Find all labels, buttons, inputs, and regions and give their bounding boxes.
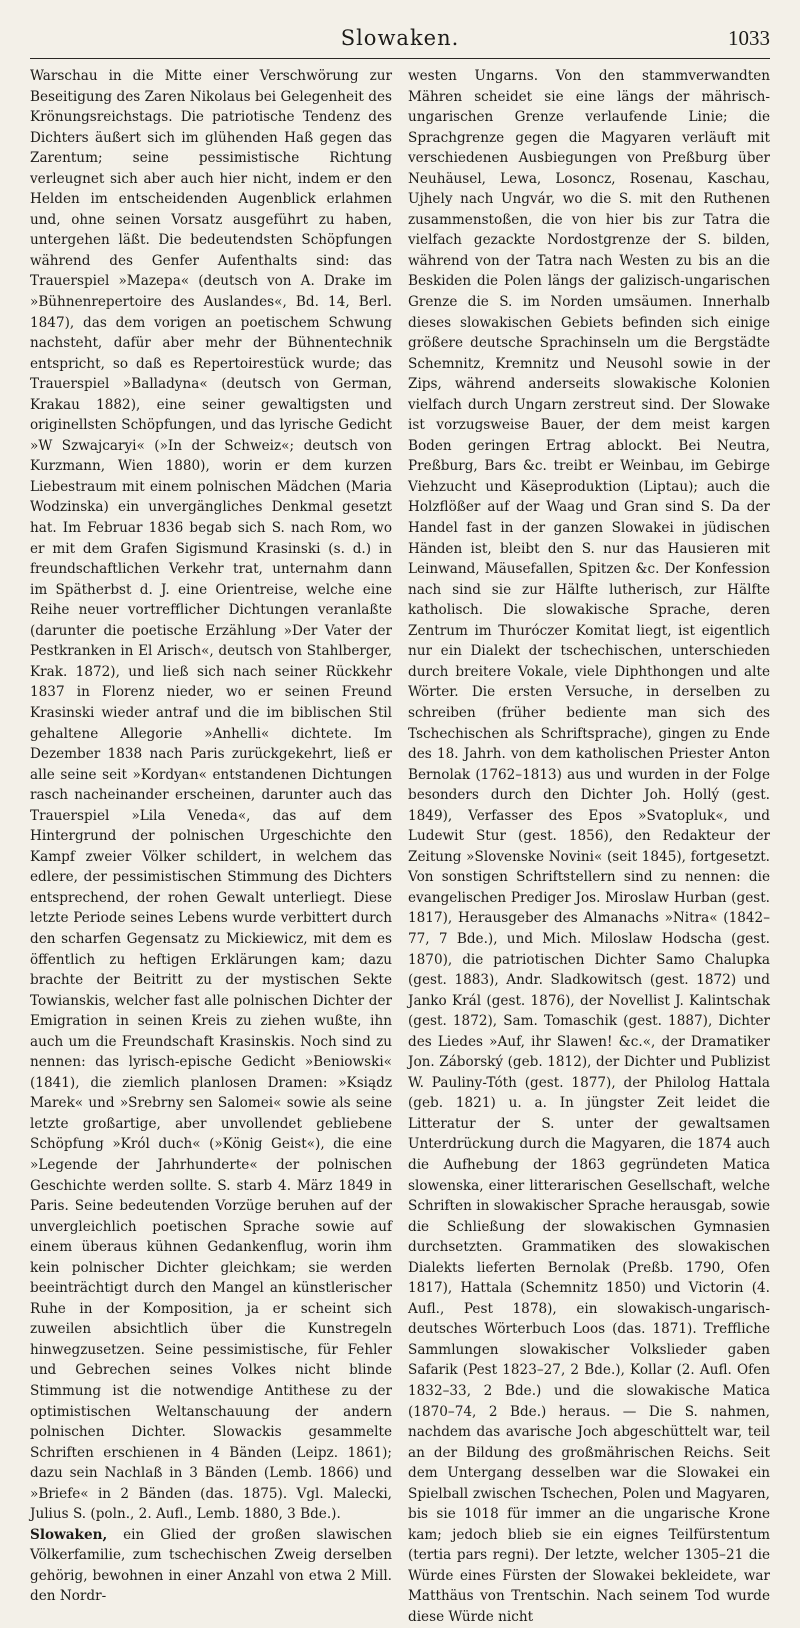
page-number: 1033	[728, 26, 770, 50]
text-columns	[30, 66, 770, 1626]
slowaken-article-continuation: westen Ungarns. Von den stammverwandten Mähren scheidet sie eine längs der mährisch-ungarischen Grenze verlaufende Linie; die Sprachgrenze gegen die Magyaren verläuft mit verschiedenen Ausbiegungen von Preßburg über Neuhäusel, Lewa, Losoncz, Rosenau, Kaschau, Ujhely nach Ungvár, wo die S. mit den Ruthenen zusammenstoßen, die von hier bis zur Tatra die vielfach gezackte Nordostgrenze der S. bilden, während von der Tatra nach Westen zu bis an die Beskiden die Polen längs der galizisch-ungarischen Grenze die S. im Norden umsäumen. Innerhalb dieses slowakischen Gebiets befinden sich einige größere deutsche Sprachinseln um die Bergstädte Schemnitz, Kremnitz und Neusohl sowie in der Zips, während anderseits slowakische Kolonien vielfach durch Ungarn zerstreut sind. Der Slowake ist vorzugsweise Bauer, der dem meist kargen Boden geringen Ertrag ablockt. Bei Neutra, Preßburg, Bars &c. treibt er Weinbau, im Gebirge Viehzucht und Käseproduktion (Liptau); auch die Holzflößer auf der Waag und Gran sind S. Da der Handel fast in der ganzen Slowakei in jüdischen Händen ist, bleibt den S. nur das Hausieren mit Leinwand, Mäusefallen, Spitzen &c. Der Konfession nach sind sie zur Hälfte lutherisch, zur Hälfte katholisch. Die slowakische Sprache, deren Zentrum im Thuróczer Komitat liegt, ist eigentlich nur ein Dialekt der tschechischen, unterschieden durch breitere Vokale, viele Diphthongen und alte Wörter. Die ersten Versuche, in derselben zu schreiben (früher bediente man sich des Tschechischen als Schriftsprache), gingen zu Ende des 18. Jahrh. von dem katholischen Priester Anton Bernolak (1762–1813) aus und wurden in der Folge besonders durch den Dichter Joh. Hollý (gest. 1849), Verfasser des Epos »Svatopluk«, und Ludewit Stur (gest. 1856), den Redakteur der Zeitung »Slovenske Novini« (seit 1845), fortgesetzt. Von sonstigen Schriftstellern sind zu nennen: die evangelischen Prediger Jos. Miroslaw Hurban (gest. 1817), Herausgeber des Almanachs »Nitra« (1842–77, 7 Bde.), und Mich. Miloslaw Hodscha (gest. 1870), die patriotischen Dichter Samo Chalupka (gest. 1883), Andr. Sladkowitsch (gest. 1872) und Janko Král (gest. 1876), der Novellist J. Kalintschak (gest. 1872), Sam. Tomaschik (gest. 1887), Dichter des Liedes »Auf, ihr Slawen! &c.«, der Dramatiker Jon. Záborský (geb. 1812), der Dichter und Publizist W. Pauliny-Tóth (gest. 1877), der Philolog Hattala (geb. 1821) u. a. In jüngster Zeit leidet die Litteratur der S. unter der gewaltsamen Unterdrückung durch die Magyaren, die 1874 auch die Aufhebung der 1863 gegründeten Matica slowenska, einer litterarischen Gesellschaft, welche Schriften in slowakischer Sprache herausgab, sowie die Schließung der slowakischen Gymnasien durchsetzten. Grammatiken des slowakischen Dialekts lieferten Bernolak (Preßb. 1790, Ofen 1817), Hattala (Schemnitz 1850) und Victorin (4. Aufl., Pest 1878), ein slowakisch-ungarisch-deutsches Wörterbuch Loos (das. 1871). Treffliche Sammlungen slowakischer Volkslieder gaben Safarik (Pest 1823–27, 2 Bde.), Kollar (2. Aufl. Ofen 1832–33, 2 Bde.) und die slowakische Matica (1870–74, 2 Bde.) heraus. — Die S. nahmen, nachdem das avarische Joch abgeschüttelt war, teil an der Bildung des großmährischen Reichs. Seit dem Untergang desselben war die Slowakei ein Spielball zwischen Tschechen, Polen und Magyaren, bis sie 1018 für immer an die ungarische Krone kam; jedoch blieb sie ein eignes Teilfürstentum (tertia pars regni). Der letzte, welcher 1305–21 die Würde eines Fürsten der Slowakei bekleidete, war Matthäus von Trentschin. Nach seinem Tod wurde diese Würde nicht	[408, 68, 770, 1626]
running-title: Slowaken.	[340, 26, 460, 50]
slowaken-article-start	[30, 1525, 392, 1607]
left-column	[30, 66, 392, 1605]
slowaken-article-text: ein Glied der großen slawischen Völkerfamilie, zum tschechischen Zweig derselben gehörig, bewohnen in einer Anzahl von etwa 2 Mill. den Nordr-	[30, 1526, 392, 1605]
article-lemma: Slowaken,	[30, 1526, 108, 1543]
slowacki-article-continuation: Warschau in die Mitte einer Verschwörung zur Beseitigung des Zaren Nikolaus bei Gelegenheit des Krönungsreichstags. Die patriotische Tendenz des Dichters äußert sich im glühenden Haß gegen das Zarentum; seine pessimistische Richtung verleugnet sich aber auch hier nicht, indem er den Helden im entscheidenden Augenblick erlahmen und, ohne seinen Vorsatz ausgeführt zu haben, untergehen läßt. Die bedeutendsten Schöpfungen während des Genfer Aufenthalts sind: das Trauerspiel »Mazepa« (deutsch von A. Drake im »Bühnenrepertoire des Auslandes«, Bd. 14, Berl. 1847), das dem vorigen an poetischem Schwung nachsteht, dafür aber mehr der Bühnentechnik entspricht, so daß es Repertoirestück wurde; das Trauerspiel »Balladyna« (deutsch von German, Krakau 1882), eine seiner gewaltigsten und originellsten Schöpfungen, und das lyrische Gedicht »W Szwajcaryi« (»In der Schweiz«; deutsch von Kurzmann, Wien 1880), worin er dem kurzen Liebestraum mit einem polnischen Mädchen (Maria Wodzinska) ein unvergängliches Denkmal gesetzt hat. Im Februar 1836 begab sich S. nach Rom, wo er mit dem Grafen Sigismund Krasinski (s. d.) in freundschaftlichen Verkehr trat, unternahm dann im Spätherbst d. J. eine Orientreise, welche eine Reihe neuer vortrefflicher Dichtungen veranlaßte (darunter die poetische Erzählung »Der Vater der Pestkranken in El Arisch«, deutsch von Stahlberger, Krak. 1872), und ließ sich nach seiner Rückkehr 1837 in Florenz nieder, wo er seinen Freund Krasinski wieder antraf und die im biblischen Stil gehaltene Allegorie »Anhelli« dichtete. Im Dezember 1838 nach Paris zurückgekehrt, ließ er alle seine seit »Kordyan« entstandenen Dichtungen rasch nacheinander erscheinen, darunter auch das Trauerspiel »Lila Veneda«, das auf dem Hintergrund der polnischen Urgeschichte den Kampf zweier Völker schildert, in welchem das edlere, der pessimistischen Stimmung des Dichters entsprechend, der rohen Gewalt unterliegt. Diese letzte Periode seines Lebens wurde verbittert durch den scharfen Gegensatz zu Mickiewicz, mit dem es öffentlich zu heftigen Erklärungen kam; dazu brachte der Beitritt zu der mystischen Sekte Towianskis, welcher fast alle polnischen Dichter der Emigration in seinen Kreis zu ziehen wußte, ihn auch um die Freundschaft Krasinskis. Noch sind zu nennen: das lyrisch-epische Gedicht »Beniowski« (1841), die ziemlich planlosen Dramen: »Ksiądz Marek« und »Srebrny sen Salomei« sowie als seine letzte großartige, aber unvollendet gebliebene Schöpfung »Król duch« (»König Geist«), die eine »Legende der Jahrhunderte« der polnischen Geschichte werden sollte. S. starb 4. März 1849 in Paris. Seine bedeutenden Vorzüge beruhen auf der unvergleichlich poetischen Sprache sowie auf einem überaus kühnen Gedankenflug, worin ihm kein polnischer Dichter gleichkam; sie werden beeinträchtigt durch den Mangel an künstlerischer Ruhe in der Komposition, ja er scheint sich zuweilen absichtlich über die Kunstregeln hinwegzusetzen. Seine pessimistische, für Fehler und Gebrechen seines Volkes nicht blinde Stimmung ist die notwendige Antithese zu der optimistischen Weltanschauung der andern polnischen Dichter. Slowackis gesammelte Schriften erschienen in 4 Bänden (Leipz. 1861); dazu sein Nachlaß in 3 Bänden (Lemb. 1866) und »Briefe« in 2 Bänden (das. 1875). Vgl. Malecki, Julius S. (poln., 2. Aufl., Lemb. 1880, 3 Bde.).	[30, 68, 392, 1523]
page-header	[30, 22, 770, 59]
right-column	[408, 66, 770, 1626]
